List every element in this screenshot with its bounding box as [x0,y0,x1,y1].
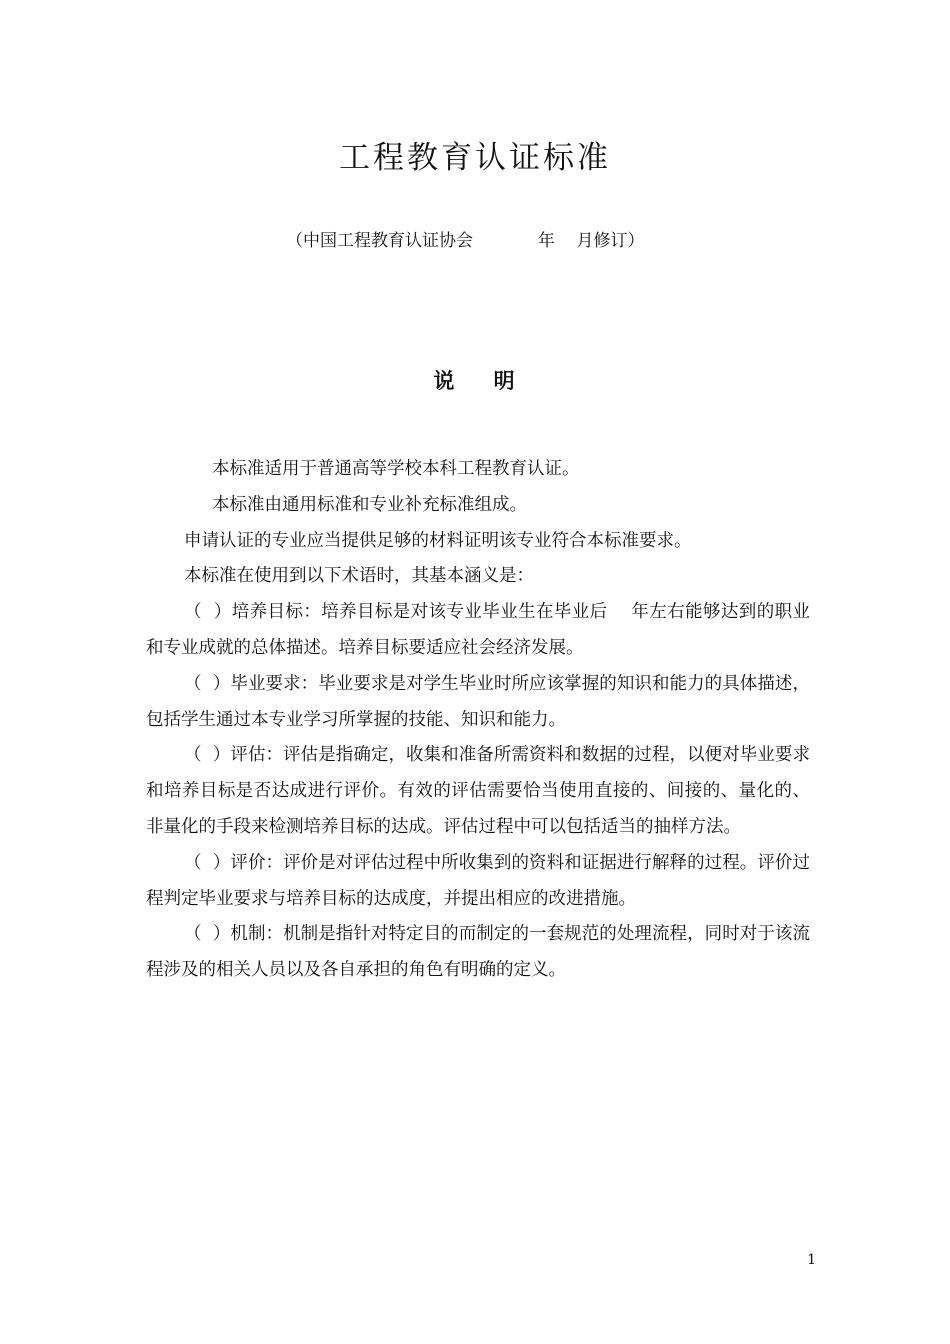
term-assessment: （ ）评估：评估是指确定，收集和准备所需资料和数据的过程，以便对毕业要求和培养目标是否达成进行评价。有效的评估需要恰当使用直接的、间接的、量化的、非量化的手段来检测培养目标的达成。评估过程中可以包括适当的抽样方法。 [146,745,810,837]
paragraph-application: 申请认证的专业应当提供足够的材料证明该专业符合本标准要求。 [184,530,692,551]
paragraph-terms-intro: 本标准在使用到以下术语时，其基本涵义是： [184,566,534,587]
document-title: 工程教育认证标准 [339,140,611,176]
term-evaluation: （ ）评价：评价是对评估过程中所收集到的资料和证据进行解释的过程。评价过程判定毕业要求与培养目标的达成度，并提出相应的改进措施。 [146,852,810,909]
paragraph-scope: 本标准适用于普通高等学校本科工程教育认证。 [212,459,580,479]
term-graduation-requirements: （ ）毕业要求：毕业要求是对学生毕业时所应该掌握的知识和能力的具体描述，包括学生通过本专业学习所掌握的技能、知识和能力。 [146,673,810,730]
term-mechanism: （ ）机制：机制是指针对特定目的而制定的一套规范的处理流程，同时对于该流程涉及的相关人员以及各自承担的角色有明确的定义。 [146,924,810,981]
paragraph-composition: 本标准由通用标准和专业补充标准组成。 [212,494,527,515]
section-heading: 说 明 [433,369,517,393]
document-body [146,452,810,989]
document-subtitle: （中国工程教育认证协会 年 月修订） [286,231,645,251]
term-training-objectives: （ ）培养目标：培养目标是对该专业毕业生在毕业后 年左右能够达到的职业和专业成就的总体描述。培养目标要适应社会经济发展。 [146,602,810,658]
page-number: 1 [807,1252,816,1268]
